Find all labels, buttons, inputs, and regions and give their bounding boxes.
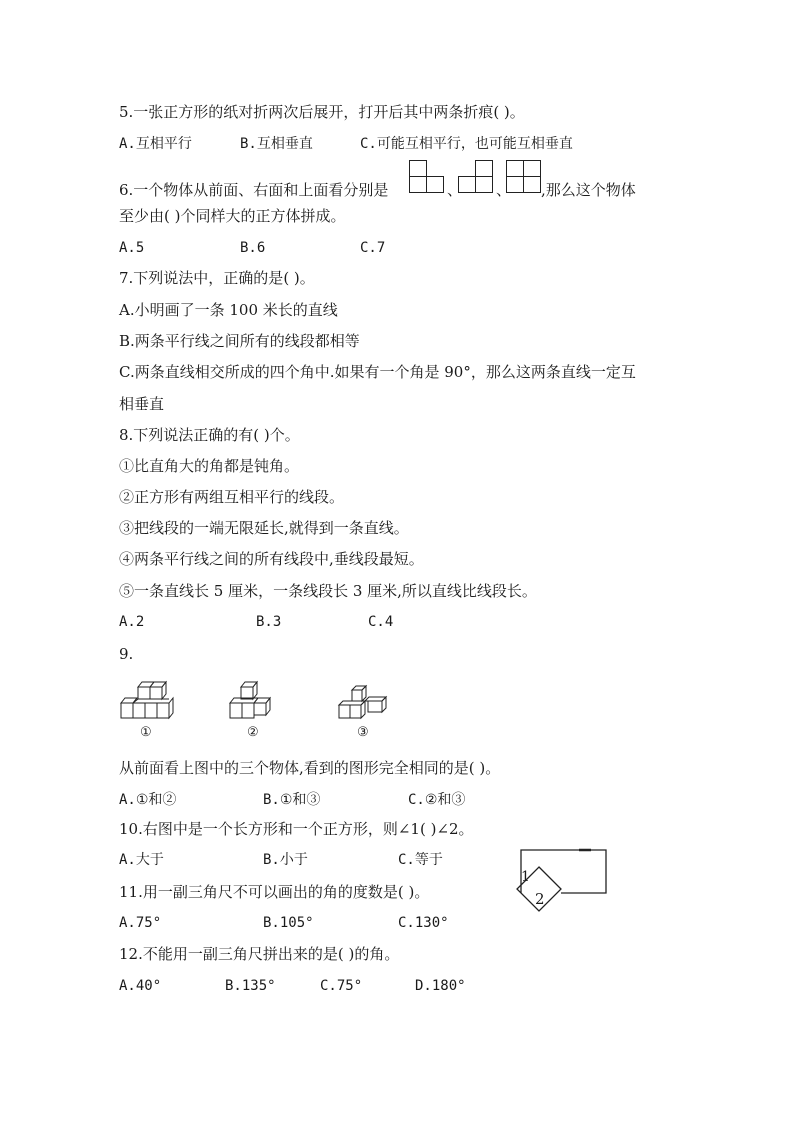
q6-separator-1: 、 bbox=[447, 181, 463, 199]
q10-angle-2-label: 2 bbox=[535, 890, 545, 908]
q9-figure-1-label: ① bbox=[140, 725, 152, 740]
q9-cube-figure-1 bbox=[120, 679, 174, 721]
q8-option-c[interactable]: C.4 bbox=[368, 614, 394, 630]
q6-right-view-figure bbox=[458, 160, 494, 194]
q6-stem-pre: 6.一个物体从前面、右面和上面看分别是 bbox=[119, 181, 389, 199]
q12-option-d[interactable]: D.180° bbox=[415, 978, 466, 994]
q12-option-b[interactable]: B.135° bbox=[225, 978, 276, 994]
q7-option-b[interactable]: B.两条平行线之间所有的线段都相等 bbox=[119, 332, 360, 350]
q6-stem-line2: 至少由( )个同样大的正方体拼成。 bbox=[119, 207, 346, 225]
q8-statement-3: ③把线段的一端无限延长,就得到一条直线。 bbox=[119, 519, 409, 537]
q5-option-c[interactable]: C.可能互相平行，也可能互相垂直 bbox=[360, 136, 573, 152]
q11-option-a[interactable]: A.75° bbox=[119, 915, 162, 931]
q7-stem: 7.下列说法中，正确的是( )。 bbox=[119, 269, 315, 287]
q6-option-b[interactable]: B.6 bbox=[240, 240, 266, 256]
q10-option-b[interactable]: B.小于 bbox=[263, 852, 308, 868]
q9-stem: 从前面看上图中的三个物体,看到的图形完全相同的是( )。 bbox=[119, 759, 501, 777]
q10-rectangle-square-figure bbox=[517, 847, 611, 917]
q10-stem: 10.右图中是一个长方形和一个正方形，则∠1( )∠2。 bbox=[119, 820, 474, 838]
q7-option-a[interactable]: A.小明画了一条 100 米长的直线 bbox=[119, 301, 338, 319]
q9-figure-3-label: ③ bbox=[357, 725, 369, 740]
q6-top-view-figure bbox=[506, 160, 542, 194]
q9-option-a[interactable]: A.①和② bbox=[119, 792, 177, 808]
q8-option-a[interactable]: A.2 bbox=[119, 614, 145, 630]
q6-front-view-figure bbox=[409, 160, 445, 194]
q11-stem: 11.用一副三角尺不可以画出的角的度数是( )。 bbox=[119, 883, 430, 901]
q8-statement-1: ①比直角大的角都是钝角。 bbox=[119, 457, 300, 475]
q8-statement-5: ⑤一条直线长 5 厘米，一条线段长 3 厘米,所以直线比线段长。 bbox=[119, 582, 537, 600]
q8-statement-4: ④两条平行线之间的所有线段中,垂线段最短。 bbox=[119, 550, 424, 568]
q8-option-b[interactable]: B.3 bbox=[256, 614, 282, 630]
q6-separator-2: 、 bbox=[496, 181, 512, 199]
q7-option-c[interactable]: C.两条直线相交所成的四个角中.如果有一个角是 90°，那么这两条直线一定互 bbox=[119, 363, 636, 381]
q10-option-a[interactable]: A.大于 bbox=[119, 852, 164, 868]
q6-option-c[interactable]: C.7 bbox=[360, 240, 386, 256]
q7-option-c-continued: 相垂直 bbox=[119, 395, 165, 413]
q12-option-c[interactable]: C.75° bbox=[320, 978, 363, 994]
q10-option-c[interactable]: C.等于 bbox=[398, 852, 443, 868]
q12-stem: 12.不能用一副三角尺拼出来的是( )的角。 bbox=[119, 945, 400, 963]
q6-option-a[interactable]: A.5 bbox=[119, 240, 145, 256]
q11-option-b[interactable]: B.105° bbox=[263, 915, 314, 931]
q9-number: 9. bbox=[119, 645, 134, 663]
q9-option-c[interactable]: C.②和③ bbox=[408, 792, 466, 808]
q9-option-b[interactable]: B.①和③ bbox=[263, 792, 321, 808]
q11-option-c[interactable]: C.130° bbox=[398, 915, 449, 931]
q5-stem: 5.一张正方形的纸对折两次后展开，打开后其中两条折痕( )。 bbox=[119, 103, 525, 121]
q6-stem-post: ,那么这个物体 bbox=[541, 181, 636, 199]
q5-option-b[interactable]: B.互相垂直 bbox=[240, 136, 313, 152]
q5-option-a[interactable]: A.互相平行 bbox=[119, 136, 192, 152]
q9-cube-figure-2 bbox=[229, 679, 279, 721]
q8-stem: 8.下列说法正确的有( )个。 bbox=[119, 426, 300, 444]
q10-angle-1-label: 1 bbox=[521, 869, 530, 885]
q8-statement-2: ②正方形有两组互相平行的线段。 bbox=[119, 488, 345, 506]
q12-option-a[interactable]: A.40° bbox=[119, 978, 162, 994]
q9-figure-2-label: ② bbox=[247, 725, 259, 740]
q9-cube-figure-3 bbox=[338, 686, 390, 722]
